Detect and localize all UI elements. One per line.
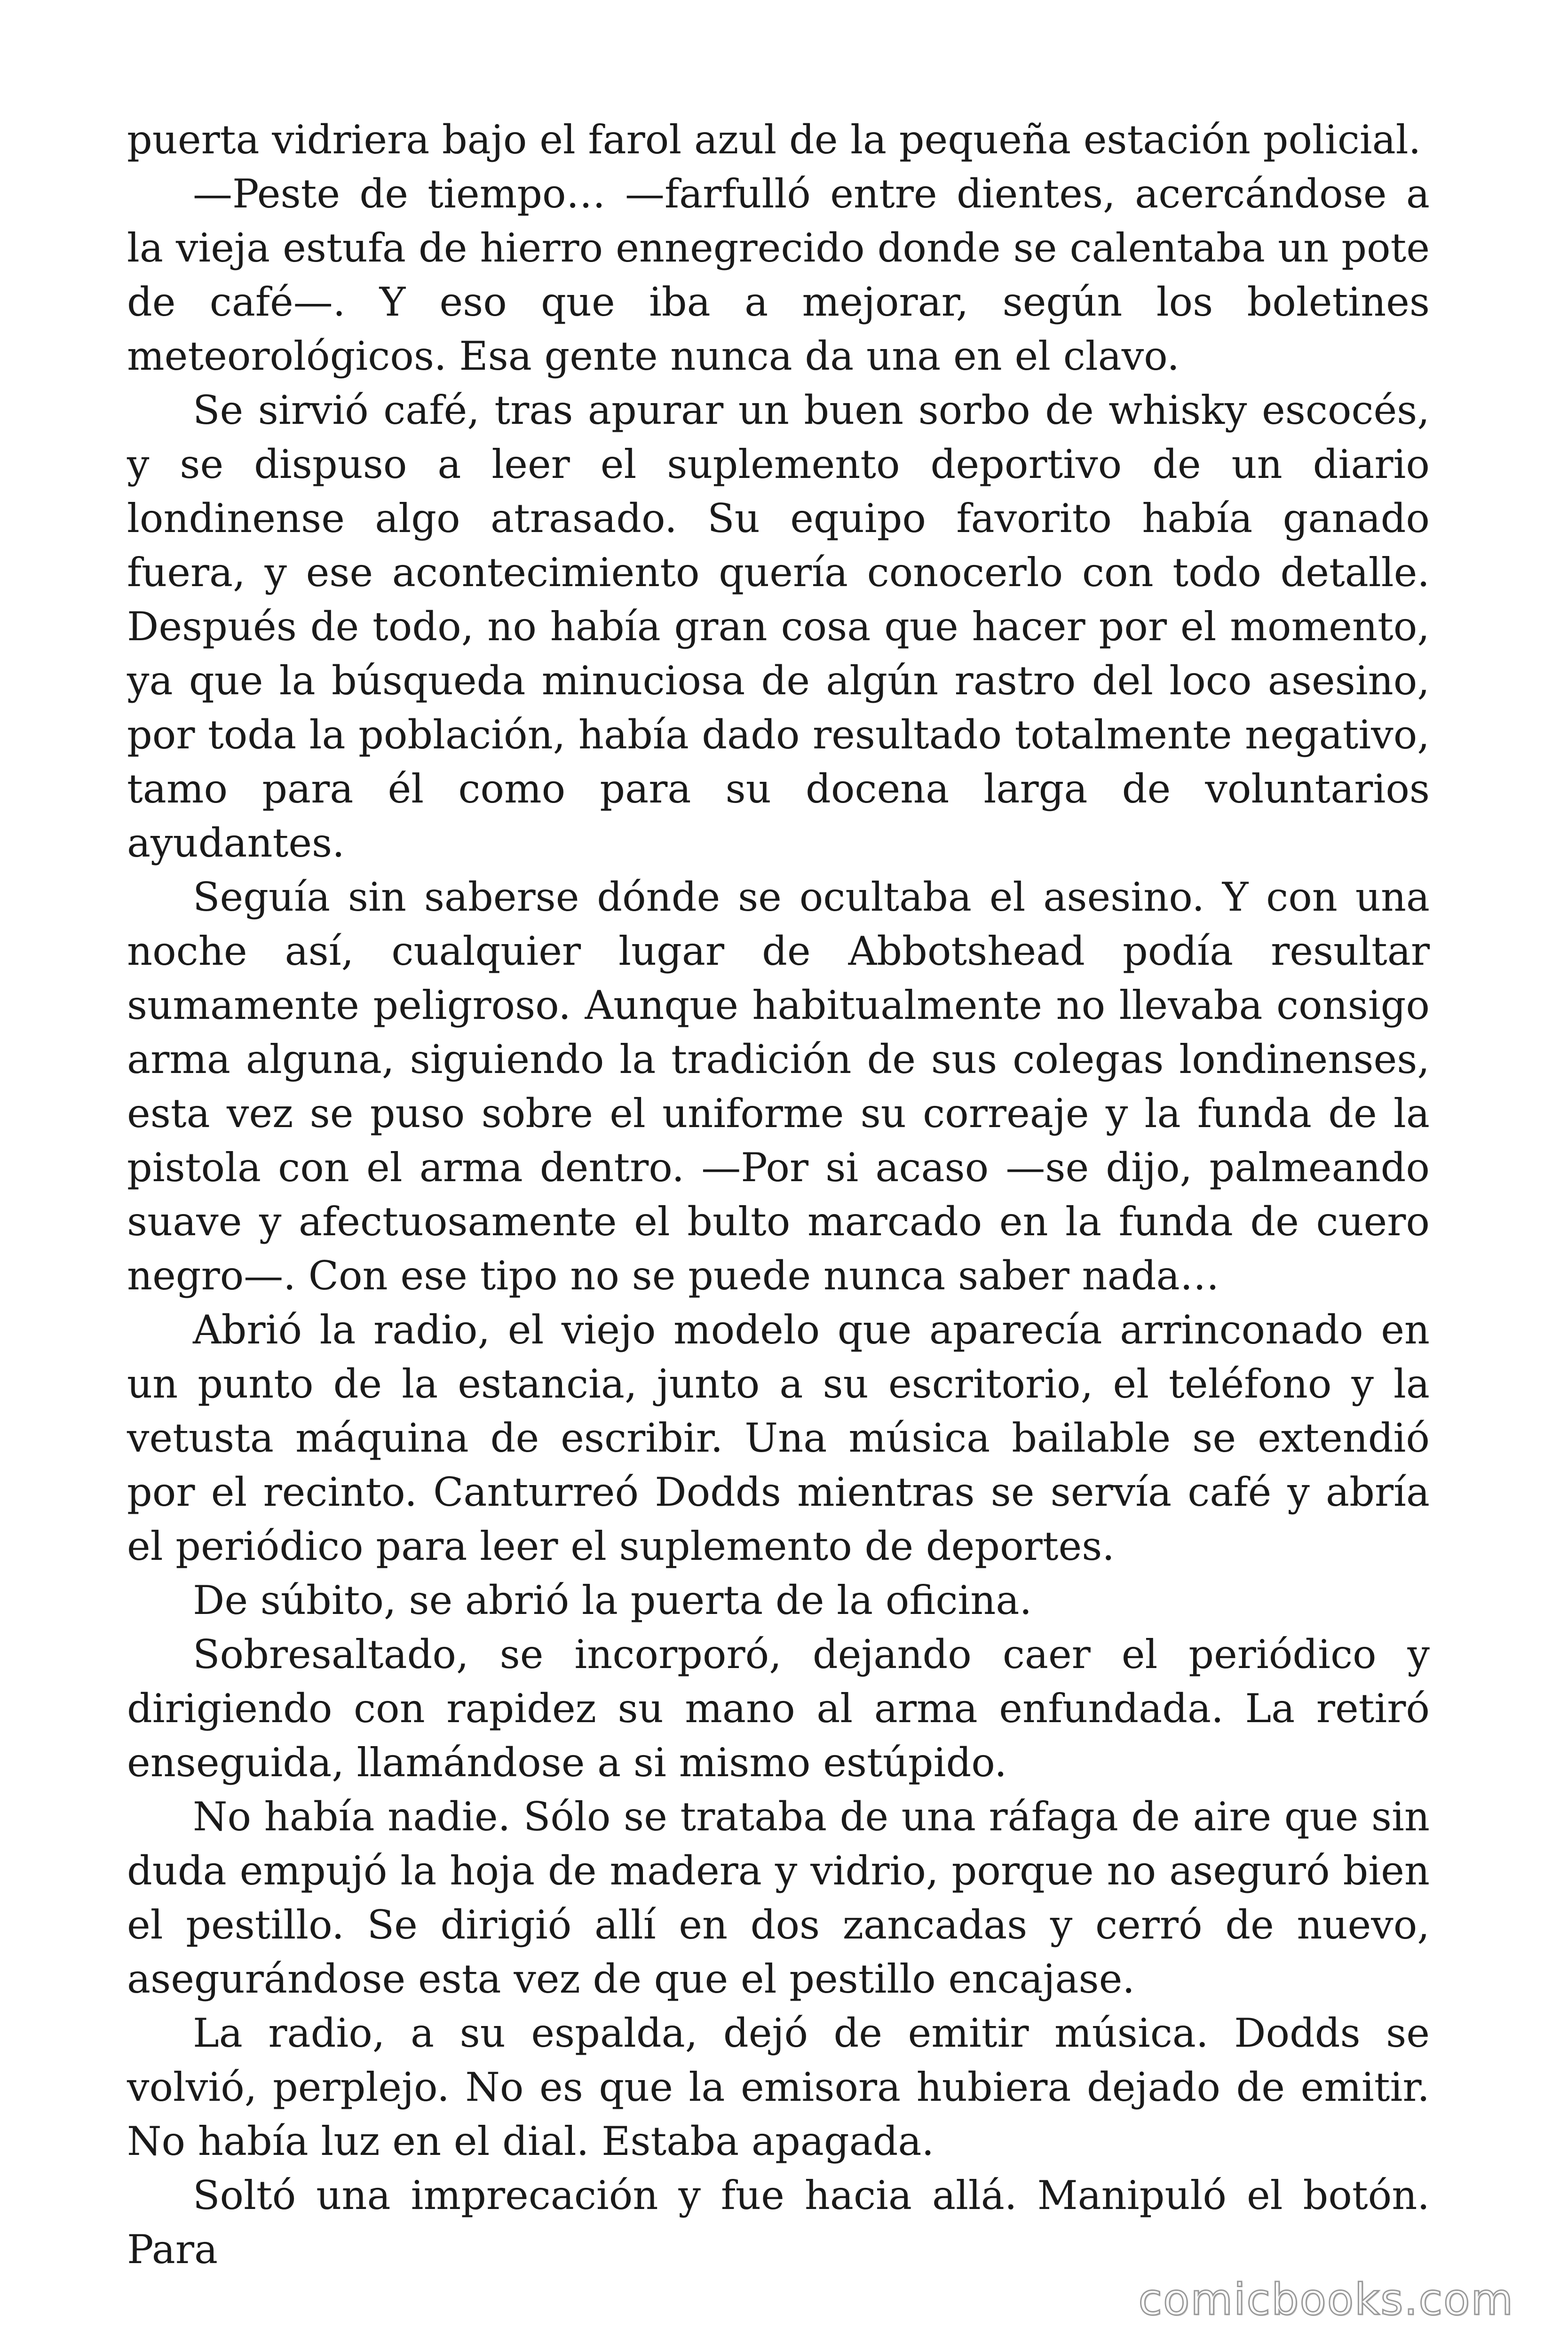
paragraph: Soltó una imprecación y fue hacia allá. Manipuló el botón. Para <box>127 2172 1430 2273</box>
body-text <box>127 113 1430 2277</box>
paragraph: Se sirvió café, tras apurar un buen sorbo de whisky escocés, y se dispuso a leer el suplemento deportivo de un diario londinense algo atrasado. Su equipo favorito había ganado fuera, y ese acontecimiento quería conocerlo con todo detalle. Después de todo, no había gran cosa que hacer por el momento, ya que la búsqueda minuciosa de algún rastro del loco asesino, por toda la población, había dado resultado totalmente negativo, tamo para él como para su docena larga de voluntarios ayudantes. <box>127 387 1430 866</box>
paragraph: Abrió la radio, el viejo modelo que aparecía arrinconado en un punto de la estancia, junto a su escritorio, el teléfono y la vetusta máquina de escribir. Una música bailable se extendió por el recinto. Canturreó Dodds mientras se servía café y abría el periódico para leer el suplemento de deportes. <box>127 1307 1430 1569</box>
paragraph: No había nadie. Sólo se trataba de una ráfaga de aire que sin duda empujó la hoja de madera y vidrio, porque no aseguró bien el pestillo. Se dirigió allí en dos zancadas y cerró de nuevo, asegurándose esta vez de que el pestillo encajase. <box>127 1794 1430 2002</box>
paragraph: puerta vidriera bajo el farol azul de la pequeña estación policial. <box>127 117 1421 163</box>
paragraph: Seguía sin saberse dónde se ocultaba el asesino. Y con una noche así, cualquier lugar de Abbotshead podía resultar sumamente peligroso. Aunque habitualmente no llevaba consigo arma alguna, siguiendo la tradición de sus colegas londinenses, esta vez se puso sobre el uniforme su correaje y la funda de la pistola con el arma dentro. —Por si acaso —se dijo, palmeando suave y afectuosamente el bulto marcado en la funda de cuero negro—. Con ese tipo no se puede nunca saber nada… <box>127 874 1430 1299</box>
paragraph: La radio, a su espalda, dejó de emitir música. Dodds se volvió, perplejo. No es que la emisora hubiera dejado de emitir. No había luz en el dial. Estaba apagada. <box>127 2010 1430 2164</box>
paragraph: Sobresaltado, se incorporó, dejando caer el periódico y dirigiendo con rapidez su mano al arma enfundada. La retiró enseguida, llamándose a si mismo estúpido. <box>127 1631 1430 1786</box>
paragraph: —Peste de tiempo… —farfulló entre dientes, acercándose a la vieja estufa de hierro ennegrecido donde se calentaba un pote de café—. Y eso que iba a mejorar, según los boletines meteorológicos. Esa gente nunca da una en el clavo. <box>127 171 1430 379</box>
watermark-logo: comicbooks.com <box>1138 2274 1514 2325</box>
paragraph: De súbito, se abrió la puerta de la oficina. <box>193 1577 1032 1623</box>
